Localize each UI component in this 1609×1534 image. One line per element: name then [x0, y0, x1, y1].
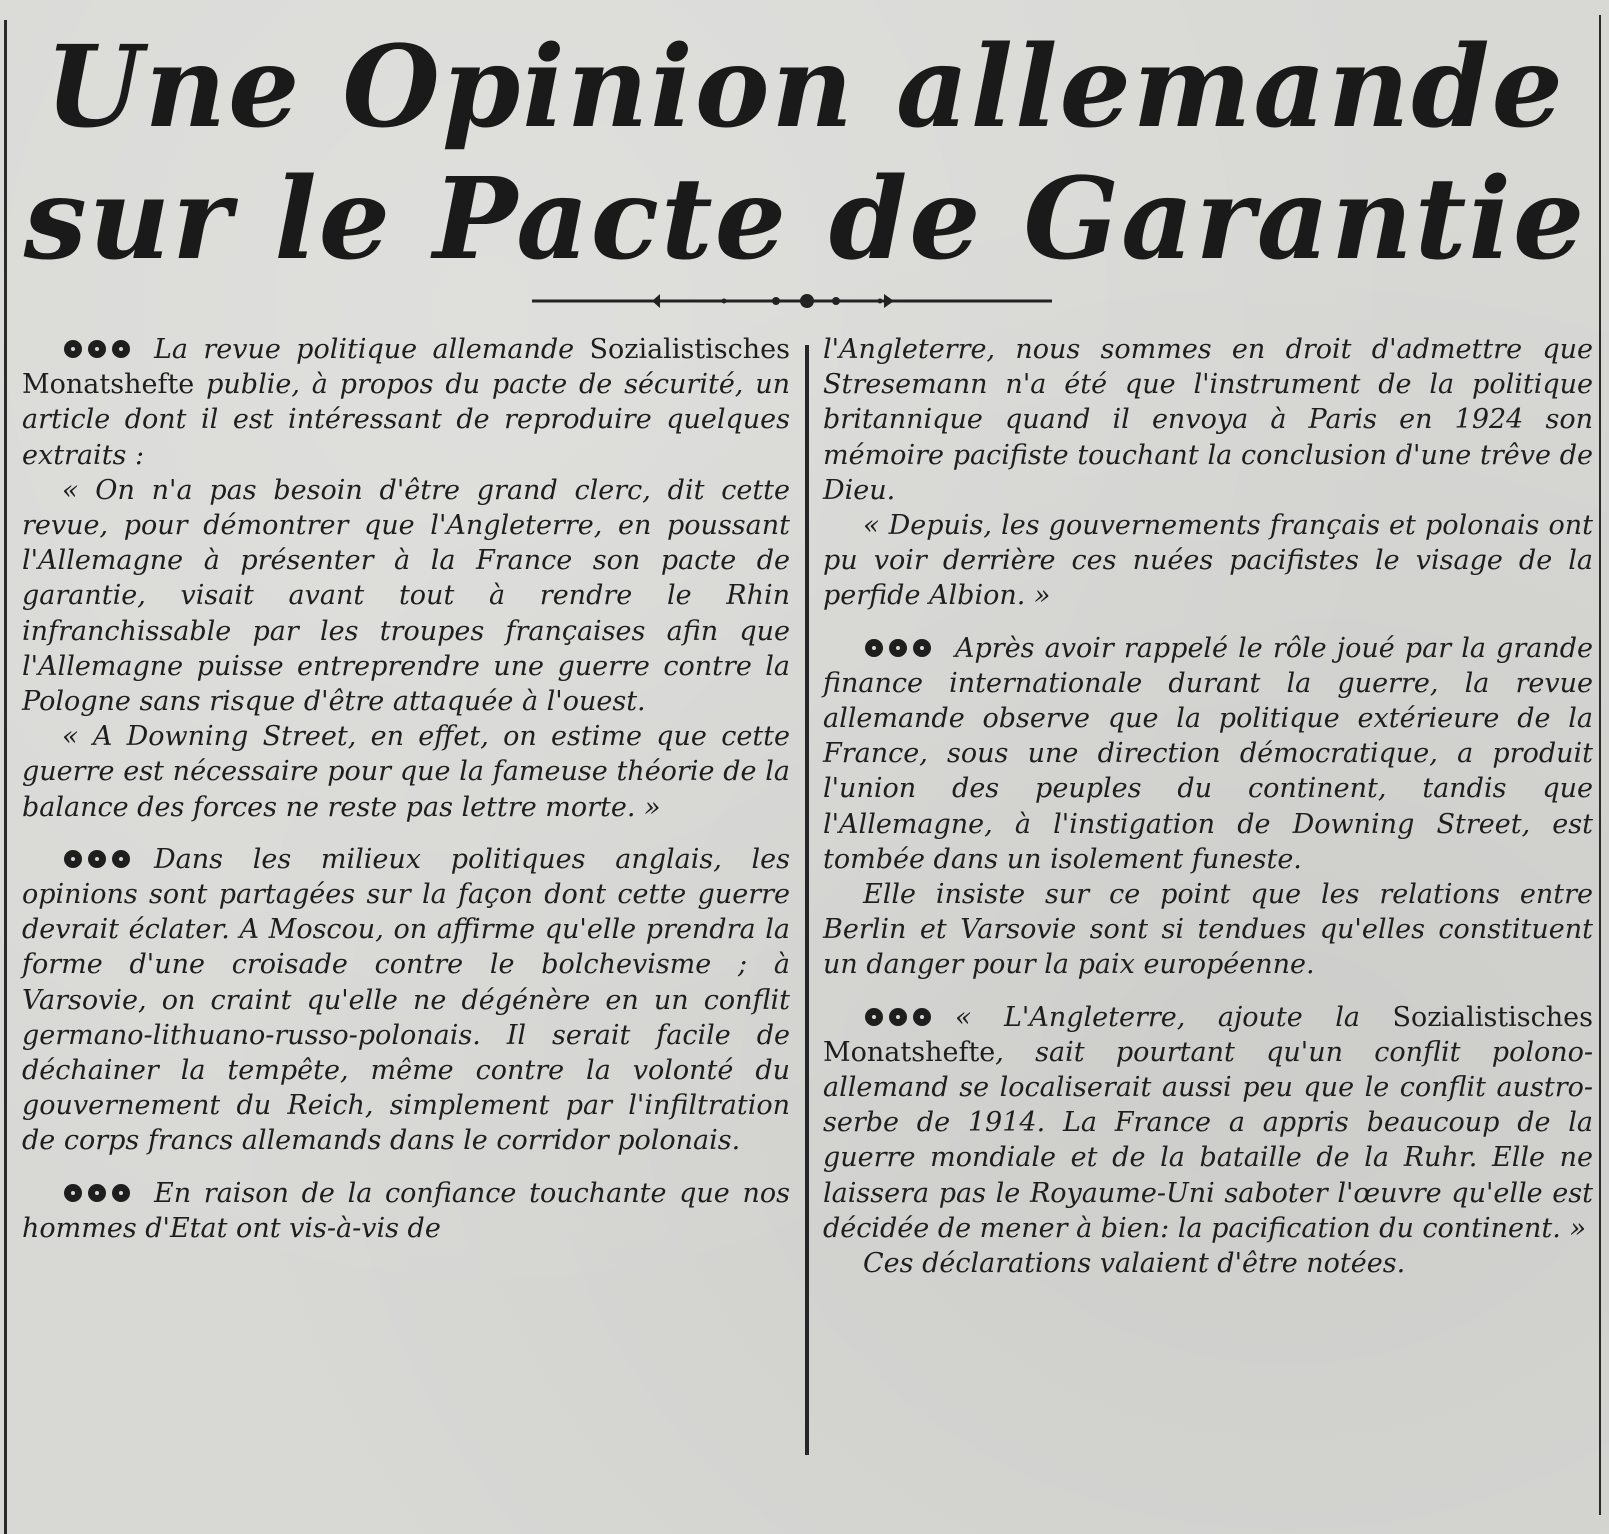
paragraph: « On n'a pas besoin d'être grand clerc, dit cette revue, pour démontrer que l'Angleterre, en poussant l'Allemagne à présenter à la France son pacte de garantie, visait avant tout à rendre le Rhin infranchissable par les troupes françaises afin que l'Allemagne puisse entreprendre une guerre contre la Pologne sans risque d'être attaquée à l'ouest.	[22, 474, 790, 718]
paragraph	[823, 1000, 1593, 1246]
paragraph-text: Après avoir rappelé le rôle joué par la grande finance internationale durant la guerre, la revue allemande observe que la politique extérieure de la France, sous une direction démocratique, a produit l'union des peuples du continent, tandis que l'Allemagne, à l'instigation de Downing Street, est tombée dans un isolement funeste.	[823, 632, 1593, 875]
left-border-rule	[4, 20, 7, 1534]
paragraph	[22, 842, 790, 1159]
publication-name: Sozialistisches Monatshefte	[22, 334, 790, 401]
paragraph	[823, 631, 1593, 877]
left-column	[22, 332, 790, 1246]
ornament-rule-icon	[532, 290, 1052, 312]
paragraph: Elle insiste sur ce point que les relations entre Berlin et Varsovie sont si tendues qu'elles constituent un danger pour la paix européenne.	[823, 879, 1593, 981]
paragraph-text: En raison de la confiance touchante que nos hommes d'Etat ont vis-à-vis de	[22, 1177, 790, 1244]
paragraph	[22, 332, 790, 473]
paragraph-text: La revue politique allemande	[154, 334, 590, 365]
paragraph-text: , sait pourtant qu'un conflit polono-allemand se localiserait aussi peu que le conflit austro-serbe de 1914. La France a appris beaucoup de la guerre mondiale et de la bataille de la Ruhr. Elle ne laissera pas le Royaume-Uni saboter l'œuvre qu'elle est décidée de mener à bien: la pacification du continent. »	[823, 1036, 1593, 1244]
right-column	[823, 332, 1593, 1281]
paragraph-text: « L'Angleterre, ajoute la	[955, 1001, 1393, 1033]
paragraph: « Depuis, les gouvernements français et polonais ont pu voir derrière ces nuées pacifistes le visage de la perfide Albion. »	[823, 510, 1593, 612]
paragraph	[22, 1176, 790, 1246]
column-divider	[805, 345, 809, 1455]
headline-line-1: Une Opinion allemande	[45, 22, 1565, 153]
headline-line-2: sur le Pacte de Garantie	[23, 154, 1587, 285]
bullet-ornament-icon	[863, 1006, 945, 1028]
publication-name: Sozialistisches Monatshefte	[823, 1001, 1593, 1068]
bullet-ornament-icon	[62, 338, 144, 360]
paragraph: « A Downing Street, en effet, on estime que cette guerre est nécessaire pour que la fameuse théorie de la balance des forces ne reste pas lettre morte. »	[22, 721, 790, 823]
paragraph-text: publie, à propos du pacte de sécurité, un article dont il est intéressant de reproduire quelques extraits :	[22, 369, 790, 471]
paragraph-text: Dans les milieux politiques anglais, les opinions sont partagées sur la façon dont cette guerre devrait éclater. A Moscou, on affirme qu'elle prendra la forme d'une croisade contre le bolchevisme ; à Varsovie, on craint qu'elle ne dégénère en un conflit germano-lithuano-russo-polonais. Il serait facile de déchainer la tempête, même contre la volonté du gouvernement du Reich, simplement par l'infiltration de corps francs allemands dans le corridor polonais.	[22, 843, 790, 1157]
headline	[10, 22, 1600, 286]
paragraph-continuation: l'Angleterre, nous sommes en droit d'admettre que Stresemann n'a été que l'instrument de la politique britannique quand il envoya à Paris en 1924 son mémoire pacifiste touchant la conclusion d'une trêve de Dieu.	[823, 334, 1593, 506]
bullet-ornament-icon	[62, 1182, 144, 1204]
bullet-ornament-icon	[863, 637, 945, 659]
closing-line: Ces déclarations valaient d'être notées.	[863, 1248, 1406, 1280]
bullet-ornament-icon	[62, 848, 144, 870]
